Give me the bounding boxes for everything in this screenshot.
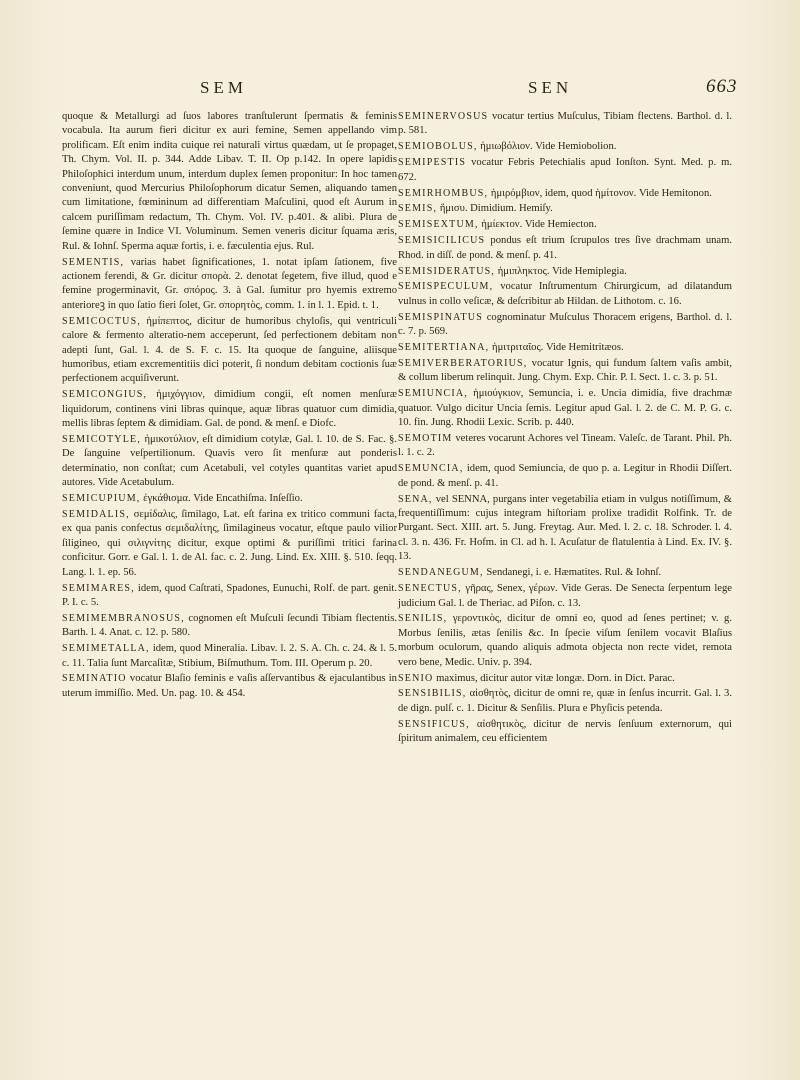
dictionary-entry [62, 388, 397, 431]
entry-lemma: SEMIMARES, [62, 582, 135, 594]
dictionary-entry [398, 265, 732, 279]
entry-lemma: SENDANEGUM, [398, 567, 484, 579]
entry-lemma: SEMISICILICUS [398, 235, 486, 247]
entry-lemma: SEMIRHOMBUS, [398, 187, 489, 199]
entry-text: ἥμισυ. Dimidium. Hemiſy. [439, 203, 553, 215]
entry-lemma: SEMIOBOLUS, [398, 141, 478, 153]
entry-text: vocatur Ignis, qui fundum ſaltem vaſis ambit, & collum liberum relinquit. Jung. Chym. Exp. Chir. P. I. Sect. 1. c. 3. p. 51. [398, 358, 732, 384]
dictionary-entry [398, 156, 732, 185]
dictionary-entry [398, 311, 732, 340]
entry-text: cognominatur Muſculus Thoracem erigens, Barthol. d. l. c. 7. p. 569. [398, 311, 732, 338]
dictionary-entry [398, 432, 732, 461]
entry-lemma: SEMIMEMBRANOSUS, [62, 612, 185, 624]
header-left-word: SEM [200, 78, 247, 97]
entry-lemma: SEMIUNCIA, [398, 388, 469, 400]
dictionary-entry [398, 612, 732, 670]
dictionary-entry [62, 315, 397, 387]
dictionary-entry [398, 718, 732, 747]
dictionary-entry [398, 202, 732, 216]
dictionary-entry [62, 612, 397, 641]
entry-text: γῆρας, Senex, γέρων. Vide Geras. De Senecta ſerpentum lege judicium Gal. l. de Theriac. ad Piſon. c. 13. [398, 583, 733, 609]
entry-text: ἡμικοτύλιον, eſt dimidium cotylæ, Gal. l. 10. de S. Fac. §. De ſanguine veſpertilionum. Quavis vero ſit menſuræ aut ponderis determinatio, non conſtat; cum Acetabuli, vel cotyles quantitas variet apud autores. Vide Acetabulum. [62, 433, 397, 489]
left-column [62, 110, 397, 703]
dictionary-entry [398, 234, 732, 263]
entry-lemma: SEMINERVOSUS [398, 111, 489, 122]
entry-text: ἐγκάθισμα. Vide Encathiſma. Inſeſſio. [143, 493, 303, 505]
dictionary-entry [398, 218, 732, 232]
entry-text: vocatur Inſtrumentum Chirurgicum, ad dilatandum vulnus in collo veſicæ, & deſcribitur ab Hildan. de Lithotom. c. 16. [398, 281, 732, 307]
dictionary-entry [398, 566, 732, 580]
entry-lemma: SEMISIDERATUS, [398, 265, 496, 277]
header-right-word: SEN [528, 78, 573, 97]
entry-text: quoque & Metallurgi ad ſuos labores tranſtulerunt ſpermatis & feminis vocabula. Ita aurum fieri dicitur ex auri femine, Semen appellando vim prolificam. Eſt enim indita cuique rei naturali virtus quædam, ut ſe propaget, Th. Chym. Vol. II. p. 344. Adde Libav. T. II. Op p.142. In opere lapidis Philoſophici interdum unum, interdum duplex ſemen proponitur: In hoc tamen conveniunt, quod Mercurius Philoſophorum dicatur Semen, aliquando tamen cum limitatione, fœmininum ad differentiam Maſculini, quod eſt Aurum in calcem puriſſimam redactum, Th. Chym. Vol. IV. p.401. & alibi. Plura de ſemine quære in Indice VI. Voluminum. Semen veneris dicitur ſquama æris, Rul. & Iohnſ. Sperma aquæ fortis, i. e. fæculentia ejus. Rul. [62, 111, 397, 252]
entry-lemma: SEMICONGIUS, [62, 389, 148, 401]
entry-lemma: SEMISPINATUS [398, 311, 483, 323]
entry-text: veteres vocarunt Achores vel Tineam. Valeſc. de Tarant. Phil. Ph. l. 1. c. 2. [398, 433, 732, 459]
dictionary-entry [398, 341, 732, 355]
dictionary-entry [398, 582, 732, 611]
entry-text: ἡμιωβόλιον. Vide Hemiobolion. [480, 141, 617, 153]
dictionary-entry [62, 582, 397, 611]
entry-text: cognomen eſt Muſculi ſecundi Tibiam flectentis. Barth. l. 4. Anat. c. 12. p. 580. [62, 612, 397, 639]
entry-text: σεμίδαλις, ſimilago, Lat. eſt farina ex tritico communi facta, ex qua panis confectus σεμιδαλίτης, ſimilagineus vocatur, eſtque paulo vilior ſiligineo, qui σιλιγνίτης dicitur, exque optimi & puriſſimi tritici farina conficitur. Gorr. e Gal. l. 1. de Al. fac. c. 2. Jung. Lind. Ex. XIII. §. 510. ſeqq. Lang. l. 1. ep. 56. [62, 508, 397, 578]
entry-lemma: SENSIFICUS, [398, 718, 470, 730]
dictionary-entry [398, 462, 732, 491]
dictionary-entry [398, 140, 732, 154]
entry-text: vocatur Blaſio feminis e vaſis aſſervantibus & ejaculantibus in uterum immiſſio. Med. Un. pag. 10. & 454. [62, 673, 397, 699]
entry-lemma: SEMUNCIA, [398, 463, 464, 475]
entry-lemma: SEMICOTYLE, [62, 433, 142, 445]
entry-lemma: SEMENTIS, [62, 256, 125, 268]
entry-text: vocatur Febris Petechialis apud Ionſton. Synt. Med. p. m. 672. [398, 157, 732, 183]
entry-text: ἡμιχόγγιον, dimidium congii, eſt nomen menſuræ liquidorum, continens vini libras quinque, aquæ libras quatuor cum dimidia, mellis libras ſeptem & dimidiam. Gal. de pond. & menſ. e Diofc. [62, 389, 397, 430]
entry-lemma: SEMIMETALLA, [62, 643, 150, 655]
entry-text: ἡμιρόμβιον, idem, quod ἡμίτονον. Vide Hemitonon. [490, 187, 712, 199]
dictionary-entry [62, 256, 397, 314]
entry-lemma: SENA, [398, 493, 433, 505]
entry-text: ἡμιπληκτος. Vide Hemiplegia. [497, 265, 627, 277]
dictionary-entry [398, 357, 732, 386]
entry-text: ἡμιτριταῖος. Vide Hemitritæos. [492, 342, 624, 354]
right-column [398, 110, 732, 748]
entry-text: Sendanegi, i. e. Hæmatites. Rul. & Iohnſ. [486, 567, 662, 579]
entry-lemma: SENSIBILIS, [398, 688, 467, 700]
entry-text: idem, quod Caſtrati, Spadones, Eunuchi, Rolf. de part. genit. P. I. c. 5. [62, 582, 397, 608]
entry-lemma: SEMICUPIUM, [62, 493, 141, 505]
entry-lemma: SEMIPESTIS [398, 157, 467, 169]
dictionary-entry [398, 672, 732, 686]
entry-text: ἡμίεκτον. Vide Hemiecton. [481, 219, 597, 231]
entry-text: ἡμίπεπτος, dicitur de humoribus chyloſis, qui ventriculi calore & fermento alteratio-nem acceperunt, ſed perfectionem debitam non adepti ſunt, Gal. l. 4. de S. F. c. 15. Ita quoque de ſanguine, aliisque humoribus, etiam excrementitiis dici poterit, ſi nondum debitam coctionis ſuæ perfectionem acquiſiverunt. [62, 315, 397, 385]
entry-lemma: SEMISEXTUM, [398, 219, 479, 231]
dictionary-entry [62, 110, 397, 254]
dictionary-entry [398, 493, 732, 565]
dictionary-entry [62, 433, 397, 491]
dictionary-entry [398, 687, 732, 716]
entry-lemma: SEMICOCTUS, [62, 315, 142, 327]
dictionary-entry [62, 508, 397, 580]
entry-text: ἡμιούγκιον, Semuncia, i. e. Uncia dimidia, five drachmæ quatuor. Vulgo dicitur Uncia ſemis. Legitur apud Gal. l. 2. de C. M. P. G. c. 10. fin. Jung. Rhodii Lexic. Scrib. p. 440. [398, 388, 732, 429]
entry-lemma: SEMIDALIS, [62, 508, 130, 520]
entry-lemma: SEMIS, [398, 203, 438, 215]
page-number: 663 [706, 76, 738, 97]
entry-lemma: SEMITERTIANA, [398, 342, 490, 354]
entry-lemma: SEMOTIM [398, 433, 453, 445]
dictionary-entry [398, 187, 732, 201]
entry-text: idem, quod Semiuncia, de quo p. a. Legitur in Rhodii Diſſert. de pond. & menſ. p. 41. [398, 463, 732, 489]
entry-lemma: SEMISPECULUM, [398, 281, 494, 293]
dictionary-entry [398, 280, 732, 309]
entry-text: maximus, dicitur autor vitæ longæ. Dorn. in Dict. Parac. [436, 672, 675, 684]
running-head [0, 76, 800, 106]
dictionary-entry [398, 110, 732, 139]
dictionary-entry [398, 387, 732, 430]
entry-text: varias habet ſignificationes, 1. notat ipſam ſationem, five actionem ferendi, & Gr. dicitur σπορὰ. 2. denotat ſegetem, five illud, quod e femine progerminavit, Gr. σπόρος. 3. à Gal. ſumitur pro hyemis extremo anterioreꝫ in quo ſatio fieri ſolet, Gr. σπορητὸς, comm. 1. in l. 1. Epid. t. 1. [62, 256, 397, 311]
entry-lemma: SENIO [398, 672, 434, 684]
entry-text: vel SENNA, purgans inter vegetabilia etiam in vulgus notiſſimum, & frequentiſſimum: cujus integram hiſtoriam prolixe tradidit Rolfink. Tr. de Purgant. Sect. XIII. art. 5. Jung. Freytag. Aur. Med. l. 2. c. 18. Schroder. l. 4. cl. 3. n. 436. Fr. Hofm. in Cl. ad h. l. Acuſatur de flatulentia à Lind. Ex. IV. §. 13. [398, 493, 732, 563]
entry-lemma: SENILIS, [398, 613, 448, 625]
entry-text: αἰσθητικὸς, dicitur de nervis ſenſuum externorum, qui ſpiritum animalem, ceu efficientem [398, 718, 732, 745]
entry-text: γεροντικὸς, dicitur de omni eo, quod ad ſenes pertinet; v. g. Morbus ſenilis, ætas ſenilis &c. In ſpecie viſum ſenilem vocavit Blaſius morbum oculorum, quando aliquis admota objecta non recte videt, remota vero bene, Medic. Univ. p. 394. [398, 613, 732, 668]
entry-text: idem, quod Mineralia. Libav. l. 2. S. A. Ch. c. 24. & l. 5. c. 11. Talia ſunt Marcaſitæ, Stibium, Biſmuthum. Tom. III. Operum p. 20. [62, 643, 397, 669]
entry-lemma: SEMIVERBERATORIUS, [398, 358, 528, 369]
entry-text: vocatur tertius Muſculus, Tibiam flectens. Barthol. d. l. p. 581. [398, 111, 732, 137]
entry-lemma: SEMINATIO [62, 673, 127, 685]
entry-text: αἰσθητὸς, dicitur de omni re, quæ in ſenſus incurrit. Gal. l. 3. de dign. pulſ. c. 1. Dicitur & Senſilis. Plura e Phyſicis petenda. [398, 688, 732, 714]
dictionary-entry [62, 492, 397, 506]
entry-text: pondus eſt trium ſcrupulos tres ſive drachmam unam. Rhod. in diſſ. de pond. & menſ. p. 41. [398, 235, 732, 261]
dictionary-entry [62, 672, 397, 701]
dictionary-entry [62, 642, 397, 671]
entry-lemma: SENECTUS, [398, 583, 462, 595]
